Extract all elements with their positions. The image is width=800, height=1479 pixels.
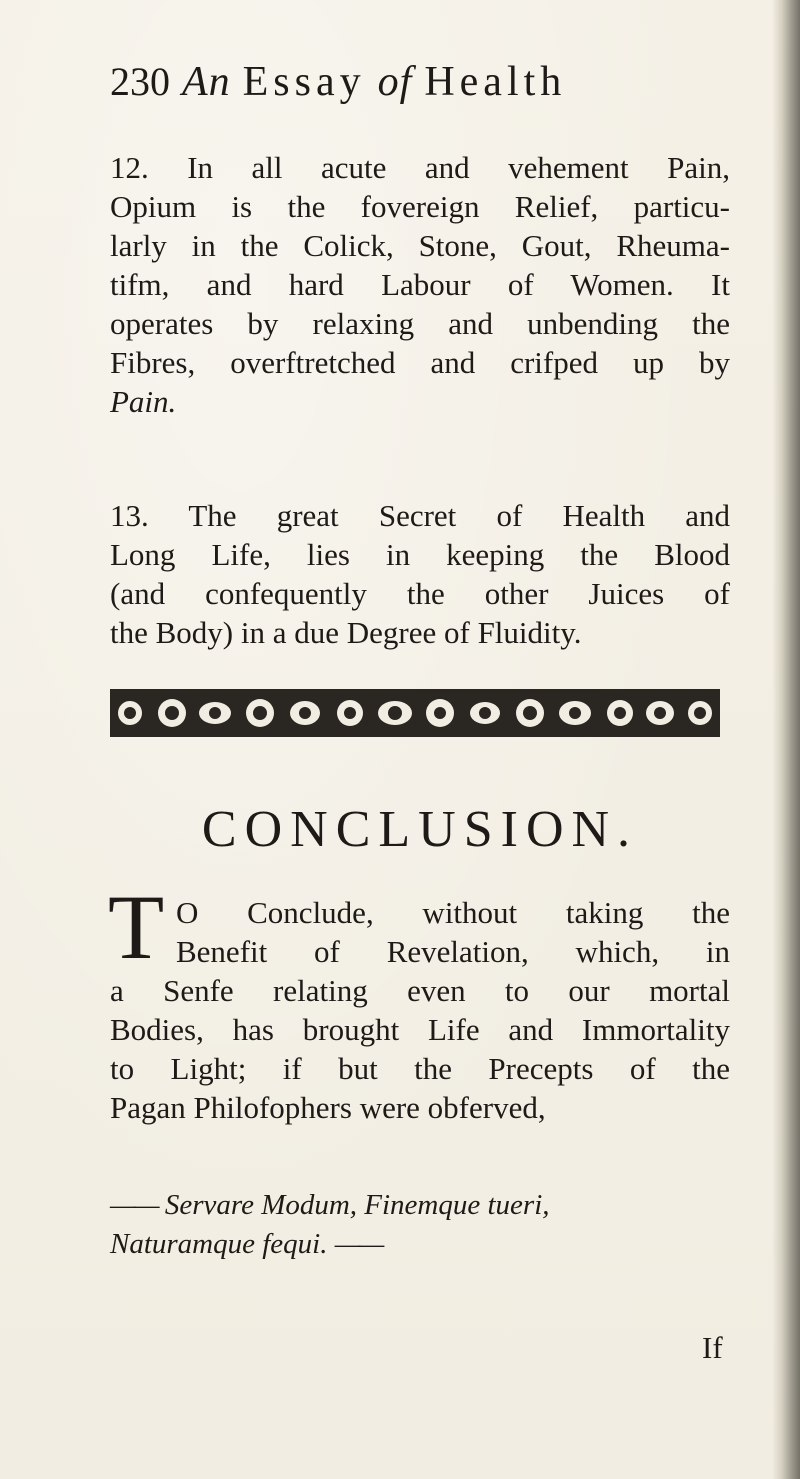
catchword: If — [702, 1330, 723, 1365]
para-12-line: Pain. — [110, 384, 177, 419]
para-13-line: 13. The great Secret of Health and — [110, 498, 730, 533]
latin-quotation — [110, 1186, 730, 1264]
header-of: of — [377, 59, 413, 105]
para-12-line: 12. In all acute and vehement Pain, — [110, 150, 730, 185]
section-title-conclusion: CONCLUSION. — [201, 801, 639, 858]
drop-cap-letter: T — [108, 876, 165, 978]
paragraph-13 — [110, 496, 730, 652]
para-12-line: operates by relaxing and unbending the — [110, 306, 730, 341]
running-header — [110, 58, 710, 118]
para-13-line: (and confequently the other Juices of — [110, 576, 730, 611]
header-health: Health — [424, 59, 567, 105]
quote-line-2 — [110, 1225, 730, 1264]
decorative-ornament-band — [110, 685, 720, 741]
header-essay: Essay — [242, 59, 366, 105]
conclusion-line: to Light; if but the Precepts of the — [110, 1051, 730, 1086]
para-12-line: tifm, and hard Labour of Women. It — [110, 267, 730, 302]
conclusion-line: a Senfe relating even to our mortal — [110, 973, 730, 1008]
quote-line-1 — [110, 1186, 730, 1225]
para-13-line: the Body) in a due Degree of Fluidity. — [110, 615, 582, 650]
conclusion-line: Bodies, has brought Life and Immortality — [110, 1012, 730, 1047]
conclusion-paragraph — [110, 893, 730, 1127]
conclusion-line: Benefit of Revelation, which, in — [176, 934, 730, 969]
quote-text-1: Servare Modum, Finemque tueri, — [164, 1189, 550, 1221]
page-number: 230 — [110, 59, 170, 104]
conclusion-line: O Conclude, without taking the — [176, 895, 730, 930]
para-13-line: Long Life, lies in keeping the Blood — [110, 537, 730, 572]
quote-trailing-dash: —— — [334, 1228, 383, 1260]
paragraph-12 — [110, 148, 730, 421]
quote-text-2: Naturamque fequi. — [110, 1228, 328, 1260]
para-12-line: Opium is the fovereign Relief, particu- — [110, 189, 730, 224]
page-edge-shadow — [772, 0, 800, 1479]
para-12-line: Fibres, overftretched and crifped up by — [110, 345, 730, 380]
quote-leading-dash: —— — [110, 1189, 158, 1221]
conclusion-line: Pagan Philofophers were obferved, — [110, 1090, 546, 1125]
header-an: An — [182, 59, 231, 105]
para-12-line: larly in the Colick, Stone, Gout, Rheuma- — [110, 228, 730, 263]
